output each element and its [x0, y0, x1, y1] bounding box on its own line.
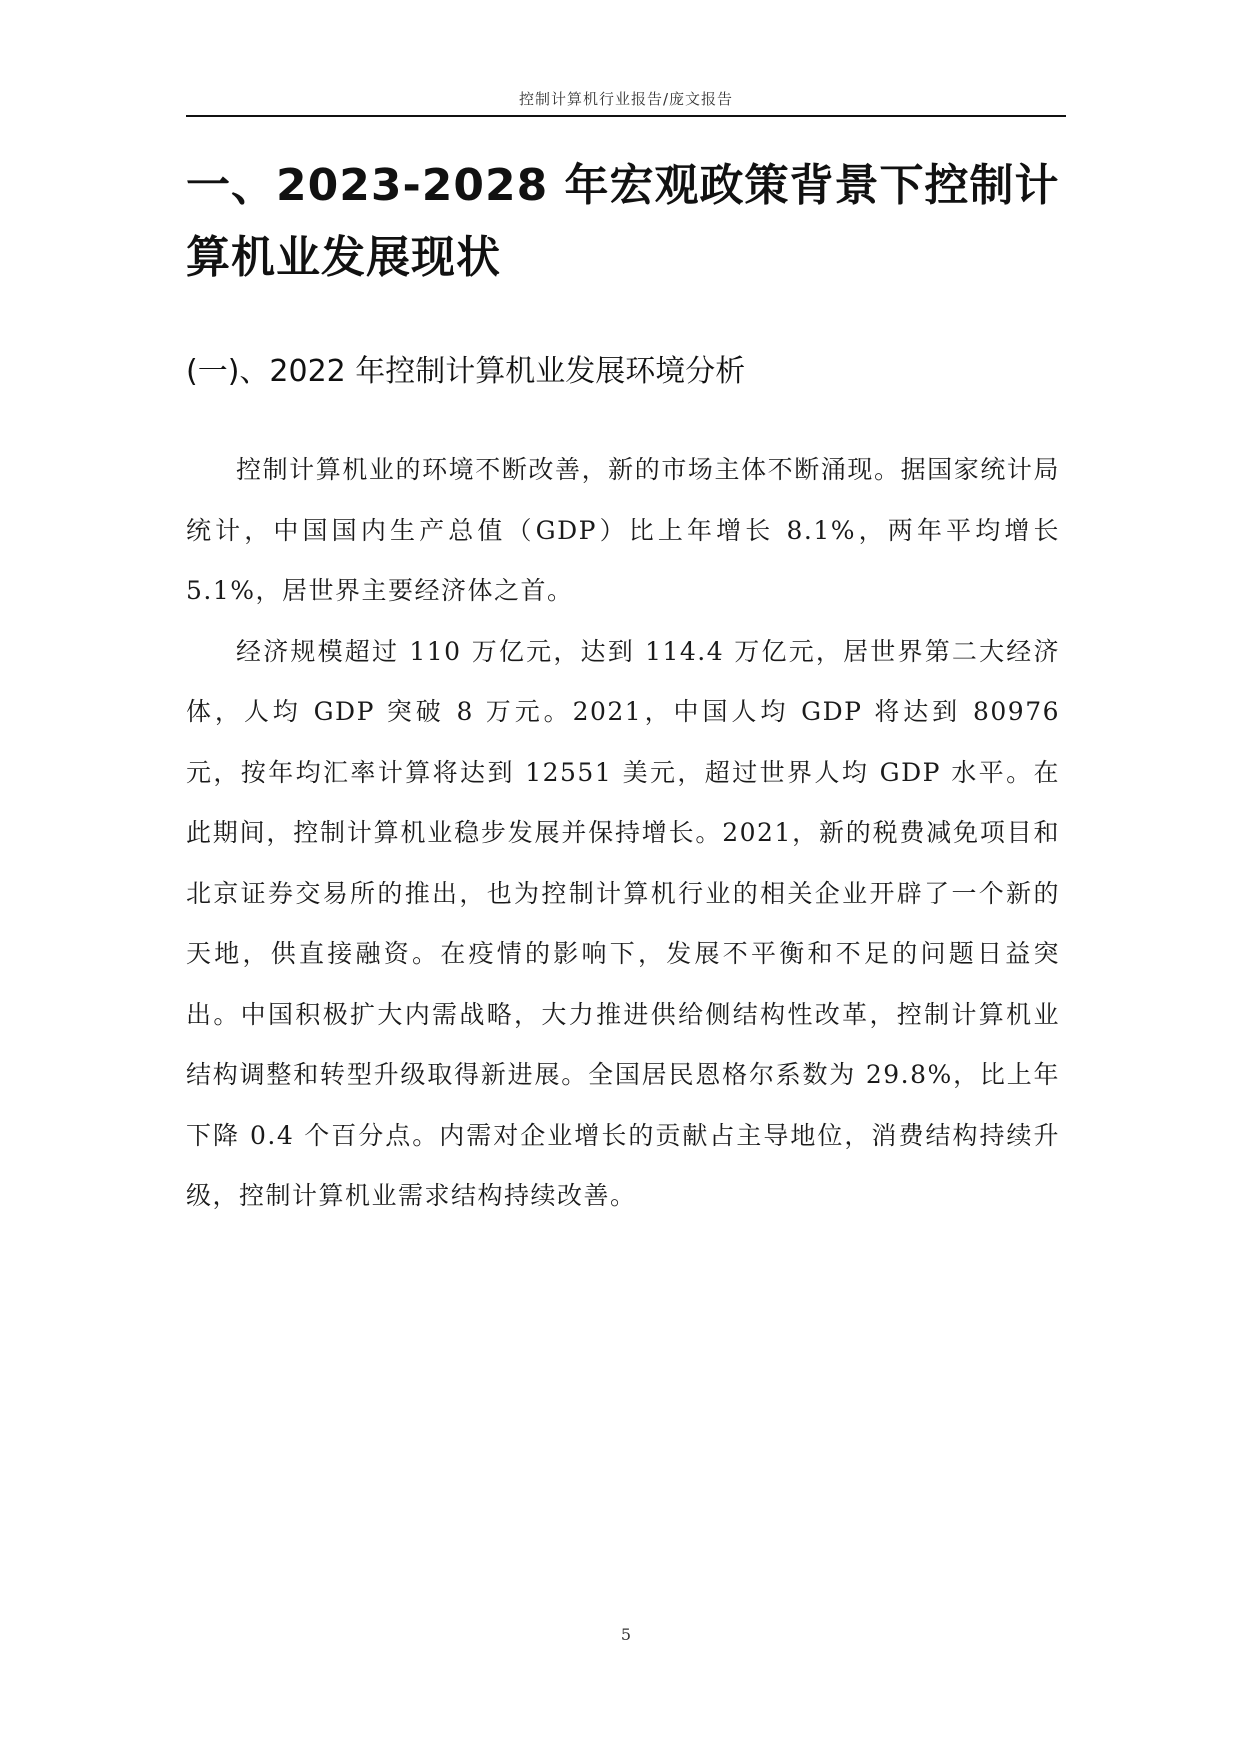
section-title: (一)、2022 年控制计算机业发展环境分析: [186, 354, 746, 389]
paragraph: 经济规模超过 110 万亿元，达到 114.4 万亿元，居世界第二大经济体，人均 GDP 突破 8 万元。2021，中国人均 GDP 将达到 80976 元，按年均汇率计算将达到 12551 美元，超过世界人均 GDP 水平。在此期间，控制计算机业稳步发展并保持增长。2021，新的税费减免项目和北京证券交易所的推出，也为控制计算机行业的相关企业开辟了一个新的天地，供直接融资。在疫情的影响下，发展不平衡和不足的问题日益突出。中国积极扩大内需战略，大力推进供给侧结构性改革，控制计算机业结构调整和转型升级取得新进展。全国居民恩格尔系数为 29.8%，比上年下降 0.4 个百分点。内需对企业增长的贡献占主导地位，消费结构持续升级，控制计算机业需求结构持续改善。: [186, 636, 1060, 1210]
chapter-title: 一、2023-2028 年宏观政策背景下控制计算机业发展现状: [186, 160, 1060, 283]
body-text: [186, 440, 1060, 1227]
page-number: 5: [620, 1625, 632, 1644]
header-rule: [186, 115, 1066, 117]
paragraph: 控制计算机业的环境不断改善，新的市场主体不断涌现。据国家统计局统计，中国国内生产总值（GDP）比上年增长 8.1%，两年平均增长 5.1%，居世界主要经济体之首。: [186, 455, 1060, 605]
running-header: 控制计算机行业报告/庞文报告: [518, 90, 734, 108]
